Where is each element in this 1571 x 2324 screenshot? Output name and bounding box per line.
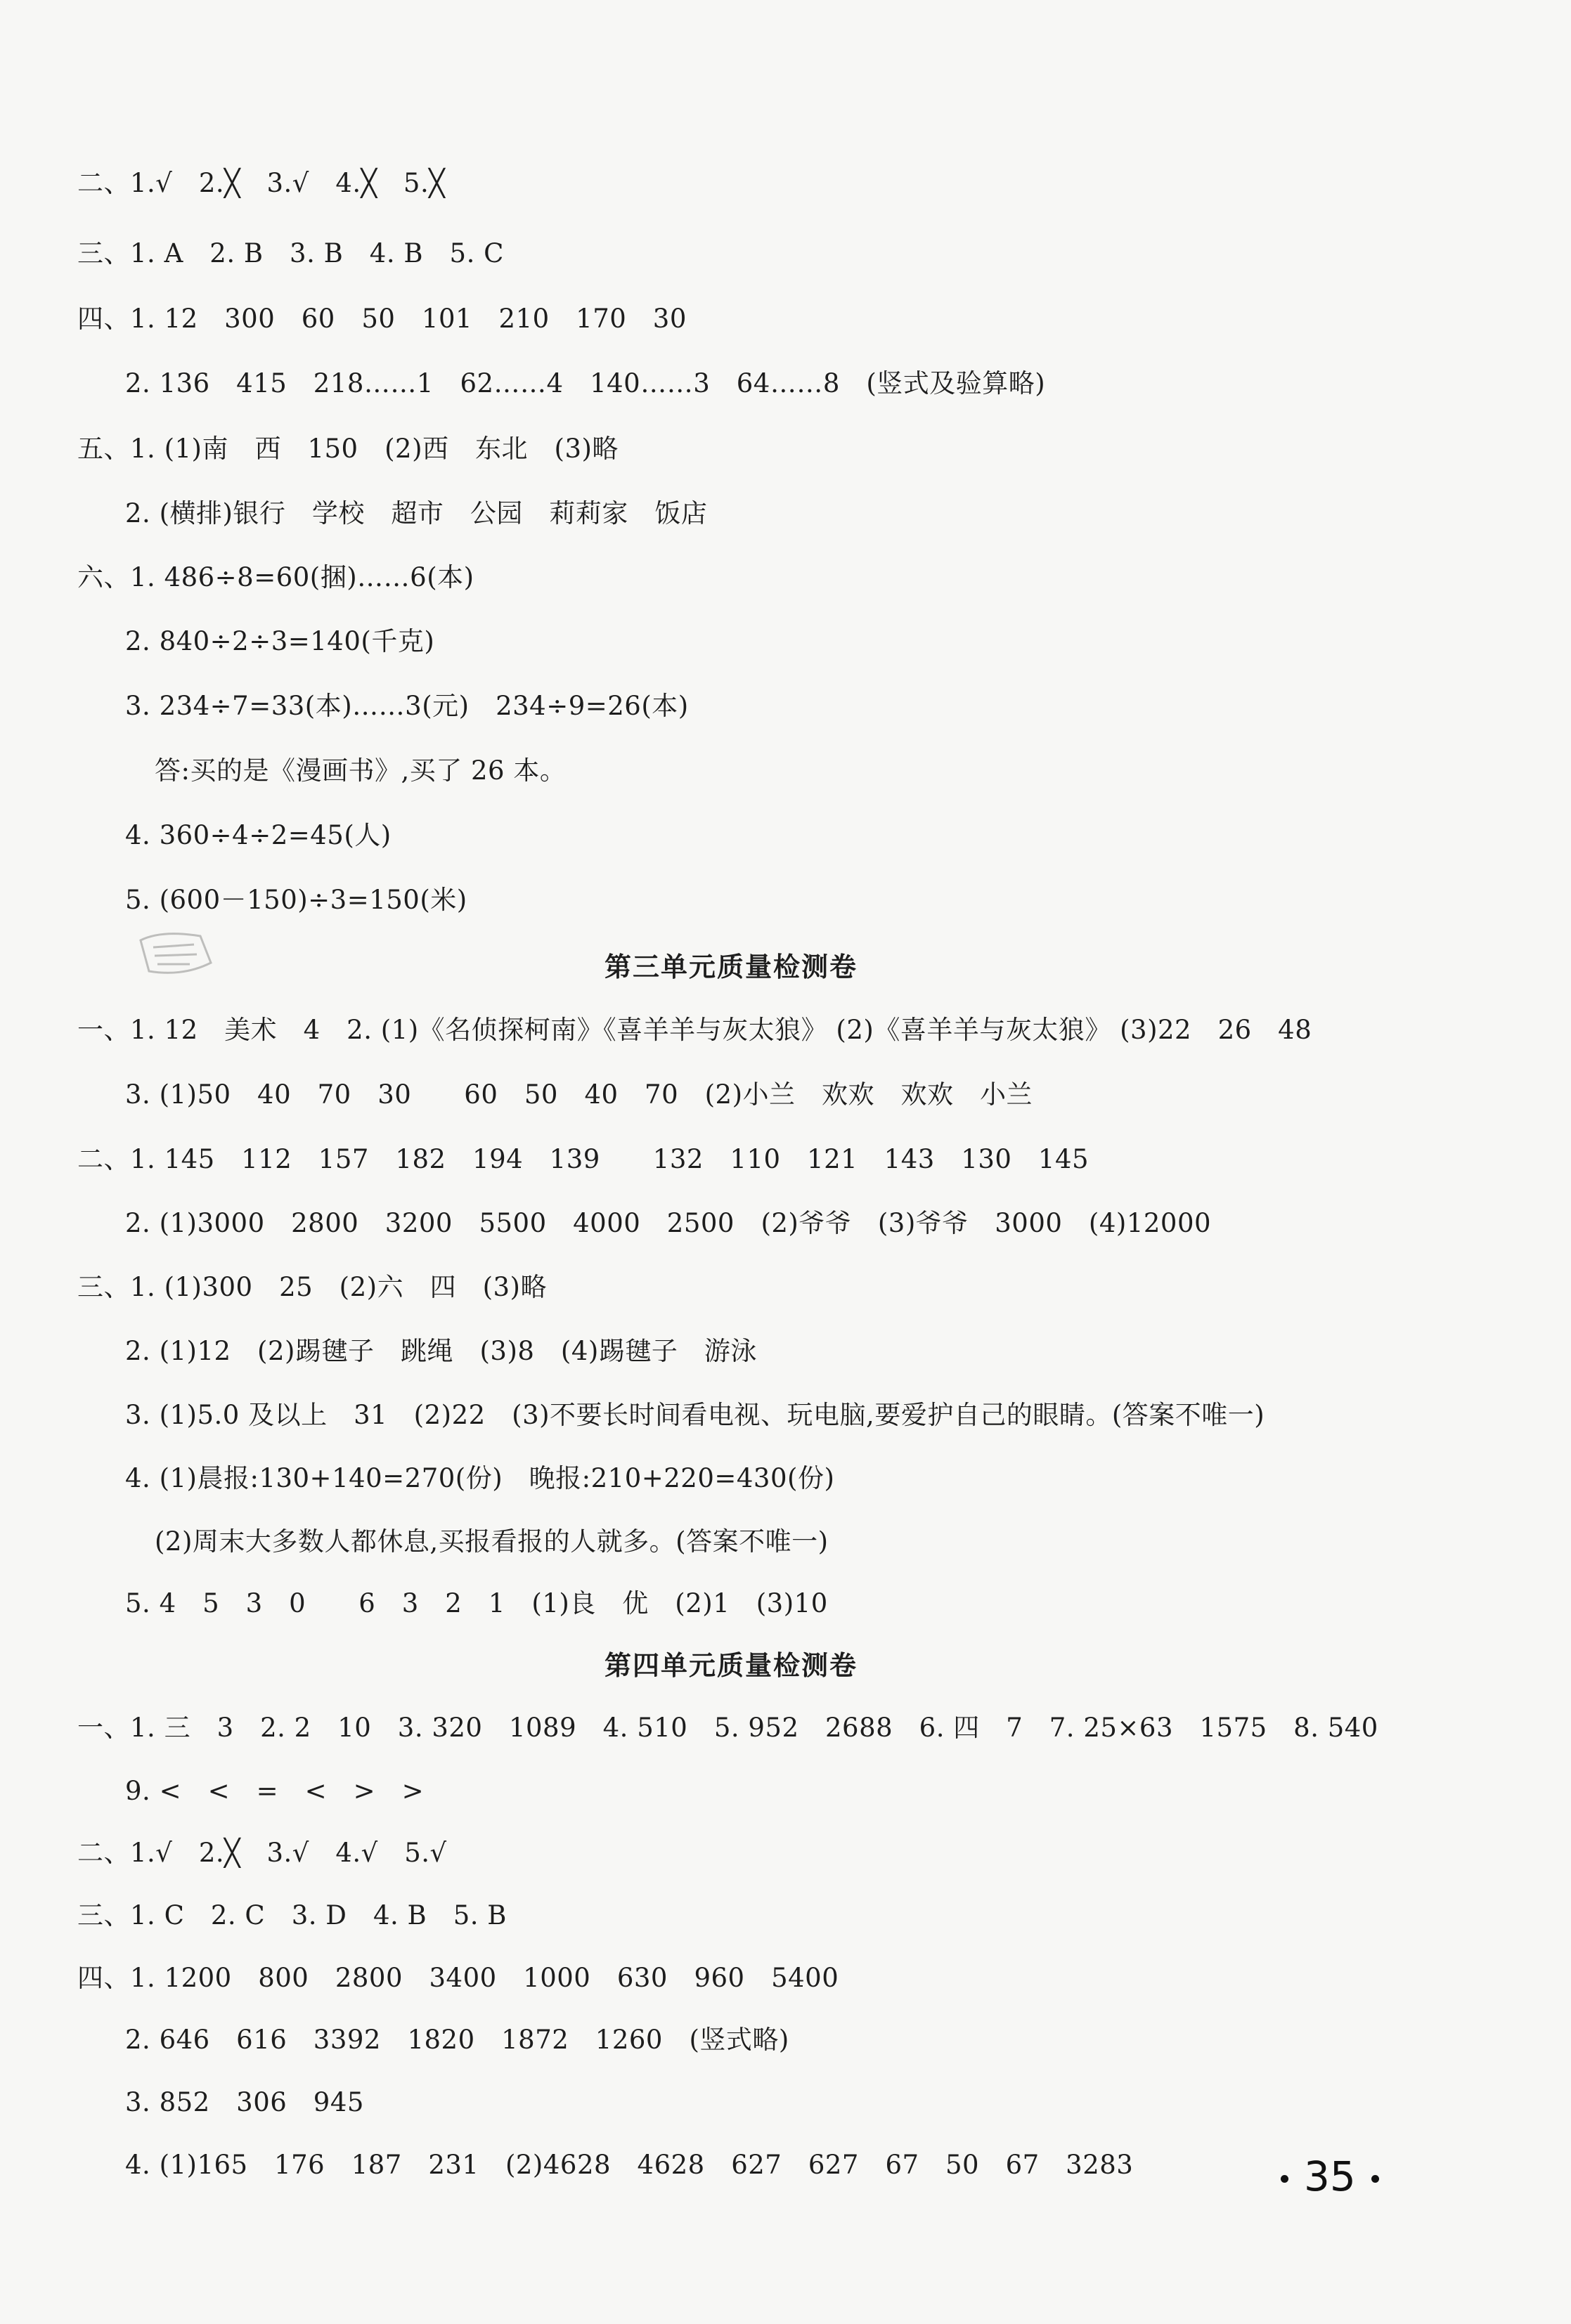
page-number-value: 35 [1304,2153,1356,2200]
answer-line: 五、1. (1)南 西 150 (2)西 东北 (3)略 [77,434,619,464]
answer-line: 4. (1)晨报:130+140=270(份) 晚报:210+220=430(份) [125,1463,835,1493]
answer-line: 二、1.√ 2.╳ 3.√ 4.╳ 5.╳ [77,168,445,198]
answer-line: 2. (1)3000 2800 3200 5500 4000 2500 (2)爷爷 (3)爷爷 3000 (4)12000 [125,1208,1212,1238]
answer-line: 5. 4 5 3 0 6 3 2 1 (1)良 优 (2)1 (3)10 [125,1588,828,1618]
answer-line: 二、1. 145 112 157 182 194 139 132 110 121 143 130 145 [77,1144,1090,1174]
answer-line: 三、1. (1)300 25 (2)六 四 (3)略 [77,1272,547,1302]
answer-line: 答:买的是《漫画书》,买了 26 本。 [155,755,567,786]
answer-line: 二、1.√ 2.╳ 3.√ 4.√ 5.√ [77,1838,447,1868]
answer-line: 六、1. 486÷8=60(捆)……6(本) [77,562,474,592]
answer-line: 3. (1)50 40 70 30 60 50 40 70 (2)小兰 欢欢 欢欢 小兰 [125,1079,1033,1110]
answer-line: 3. (1)5.0 及以上 31 (2)22 (3)不要长时间看电视、玩电脑,要爱护自己的眼睛。(答案不唯一) [125,1400,1265,1430]
section-title-unit-4: 第四单元质量检测卷 [604,1650,858,1681]
page-number [1265,2152,1395,2201]
answer-line: 2. (横排)银行 学校 超市 公园 莉莉家 饭店 [125,498,708,528]
answer-line: 四、1. 1200 800 2800 3400 1000 630 960 5400 [77,1963,839,1993]
answer-line: 9. < < = < > > [125,1776,425,1806]
answer-line: 3. 852 306 945 [125,2087,364,2117]
answer-line: 一、1. 12 美术 4 2. (1)《名侦探柯南》《喜羊羊与灰太狼》 (2)《喜羊羊与灰太狼》 (3)22 26 48 [77,1015,1312,1045]
bullet-dot-icon [1371,2175,1379,2183]
answer-line: 2. (1)12 (2)踢毽子 跳绳 (3)8 (4)踢毽子 游泳 [125,1336,757,1366]
answer-line: (2)周末大多数人都休息,买报看报的人就多。(答案不唯一) [155,1526,829,1557]
answer-line: 3. 234÷7=33(本)……3(元) 234÷9=26(本) [125,691,689,721]
answer-line: 5. (600－150)÷3=150(米) [125,885,467,915]
answer-line: 4. 360÷4÷2=45(人) [125,820,392,850]
answer-line: 2. 646 616 3392 1820 1872 1260 (竖式略) [125,2025,789,2055]
bullet-dot-icon [1281,2175,1288,2183]
answer-line: 三、1. C 2. C 3. D 4. B 5. B [77,1900,507,1930]
answer-line: 2. 136 415 218……1 62……4 140……3 64……8 (竖式及验算略) [125,368,1046,398]
answer-line: 三、1. A 2. B 3. B 4. B 5. C [77,238,504,268]
answer-line: 4. (1)165 176 187 231 (2)4628 4628 627 627 67 50 67 3283 [125,2150,1134,2180]
answer-line: 2. 840÷2÷3=140(千克) [125,626,435,656]
answer-line: 一、1. 三 3 2. 2 10 3. 320 1089 4. 510 5. 952 2688 6. 四 7 7. 25×63 1575 8. 540 [77,1713,1378,1743]
section-title-unit-3: 第三单元质量检测卷 [604,952,858,982]
answer-line: 四、1. 12 300 60 50 101 210 170 30 [77,304,687,334]
